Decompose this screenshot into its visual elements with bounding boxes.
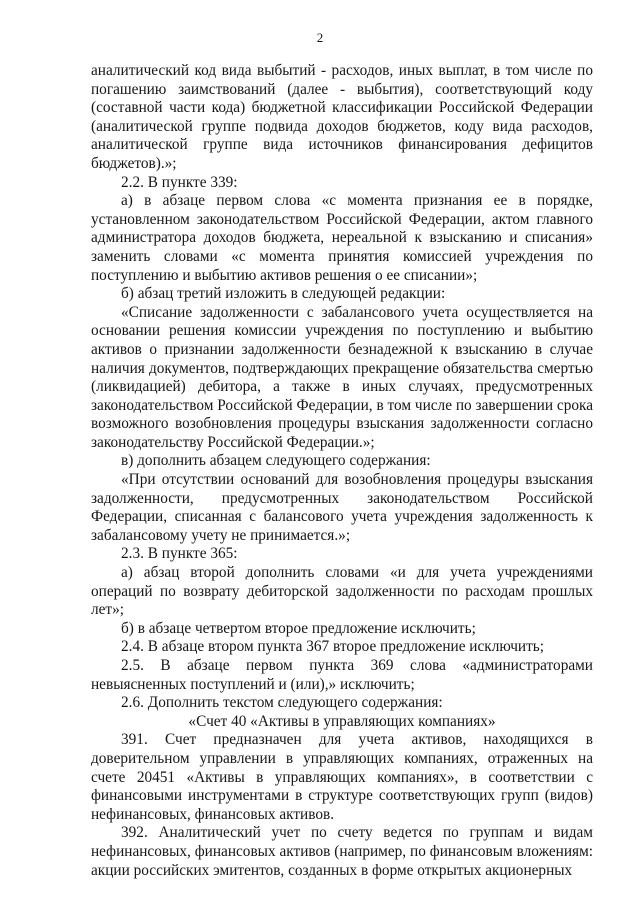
page-number: 2 [316,30,324,45]
paragraph-2-2-v-quote: «При отсутствии оснований для возобновления процедуры взыскания задолженности, предусмотренных законодательством Российской Федерации, списанная с балансового учета учреждения задолженность к забалансовому учету не принимается.»; [91,471,593,544]
paragraph-2-2-v: в) дополнить абзацем следующего содержания: [121,452,431,470]
paragraph-392: 392. Аналитический учет по счету ведется по группам и видам нефинансовых, финансовых активов (например, по финансовым вложениям: акции российских эмитентов, созданных в форме открытых акционерных [91,824,593,879]
paragraph-continuation: аналитический код вида выбытий - расходов, иных выплат, в том числе по погашению заимствований (далее - выбытия), соответствующий коду (составной части кода) бюджетной классификации Российской Федерации (аналитической группе подвида доходов бюджетов, коду вида расходов, аналитической группе вида источников финансирования дефицитов бюджетов).»; [91,62,593,172]
paragraph-2-6: 2.6. Дополнить текстом следующего содержания: [121,694,443,712]
paragraph-2-5: 2.5. В абзаце первом пункта 369 слова «администраторами невыясненных поступлений и (или),» исключить; [91,657,593,693]
paragraph-2-3-b: б) в абзаце четвертом второе предложение исключить; [121,619,476,637]
paragraph-2-4: 2.4. В абзаце втором пункта 367 второе предложение исключить; [121,638,544,656]
paragraph-2-2-heading: 2.2. В пункте 339: [121,173,238,191]
paragraph-2-3-heading: 2.3. В пункте 365: [121,545,238,563]
paragraph-2-2-b: б) абзац третий изложить в следующей редакции: [121,285,446,303]
paragraph-2-2-b-quote: «Списание задолженности с забалансового учета осуществляется на основании решения комиссии учреждения по поступлению и выбытию активов о признании задолженности безнадежной к взысканию в случае наличия документов, подтверждающих прекращение обязательства смертью (ликвидацией) дебитора, а также в иных случаях, предусмотренных законодательством Российской Федерации, в том числе по завершении срока возможного возобновления процедуры взыскания задолженности согласно законодательству Российской Федерации.»; [91,303,593,451]
paragraph-2-3-a: а) абзац второй дополнить словами «и для учета учреждениями операций по возврату дебиторской задолженности по расходам прошлых лет»; [91,564,593,619]
section-heading-account-40: «Счет 40 «Активы в управляющих компаниях» [188,712,496,730]
paragraph-391: 391. Счет предназначен для учета активов, находящихся в доверительном управлении в управляющих компаниях, отраженных на счете 20451 «Активы в управляющих компаниях», в соответствии с финансовыми инструментами в структуре соответствующих групп (видов) нефинансовых, финансовых активов. [91,731,593,823]
paragraph-2-2-a: а) в абзаце первом слова «с момента признания ее в порядке, установленном законодательством Российской Федерации, актом главного администратора доходов бюджета, нереальной к взысканию и списания» заменить словами «с момента принятия комиссией учреждения по поступлению и выбытию активов решения о ее списании»; [91,192,593,284]
